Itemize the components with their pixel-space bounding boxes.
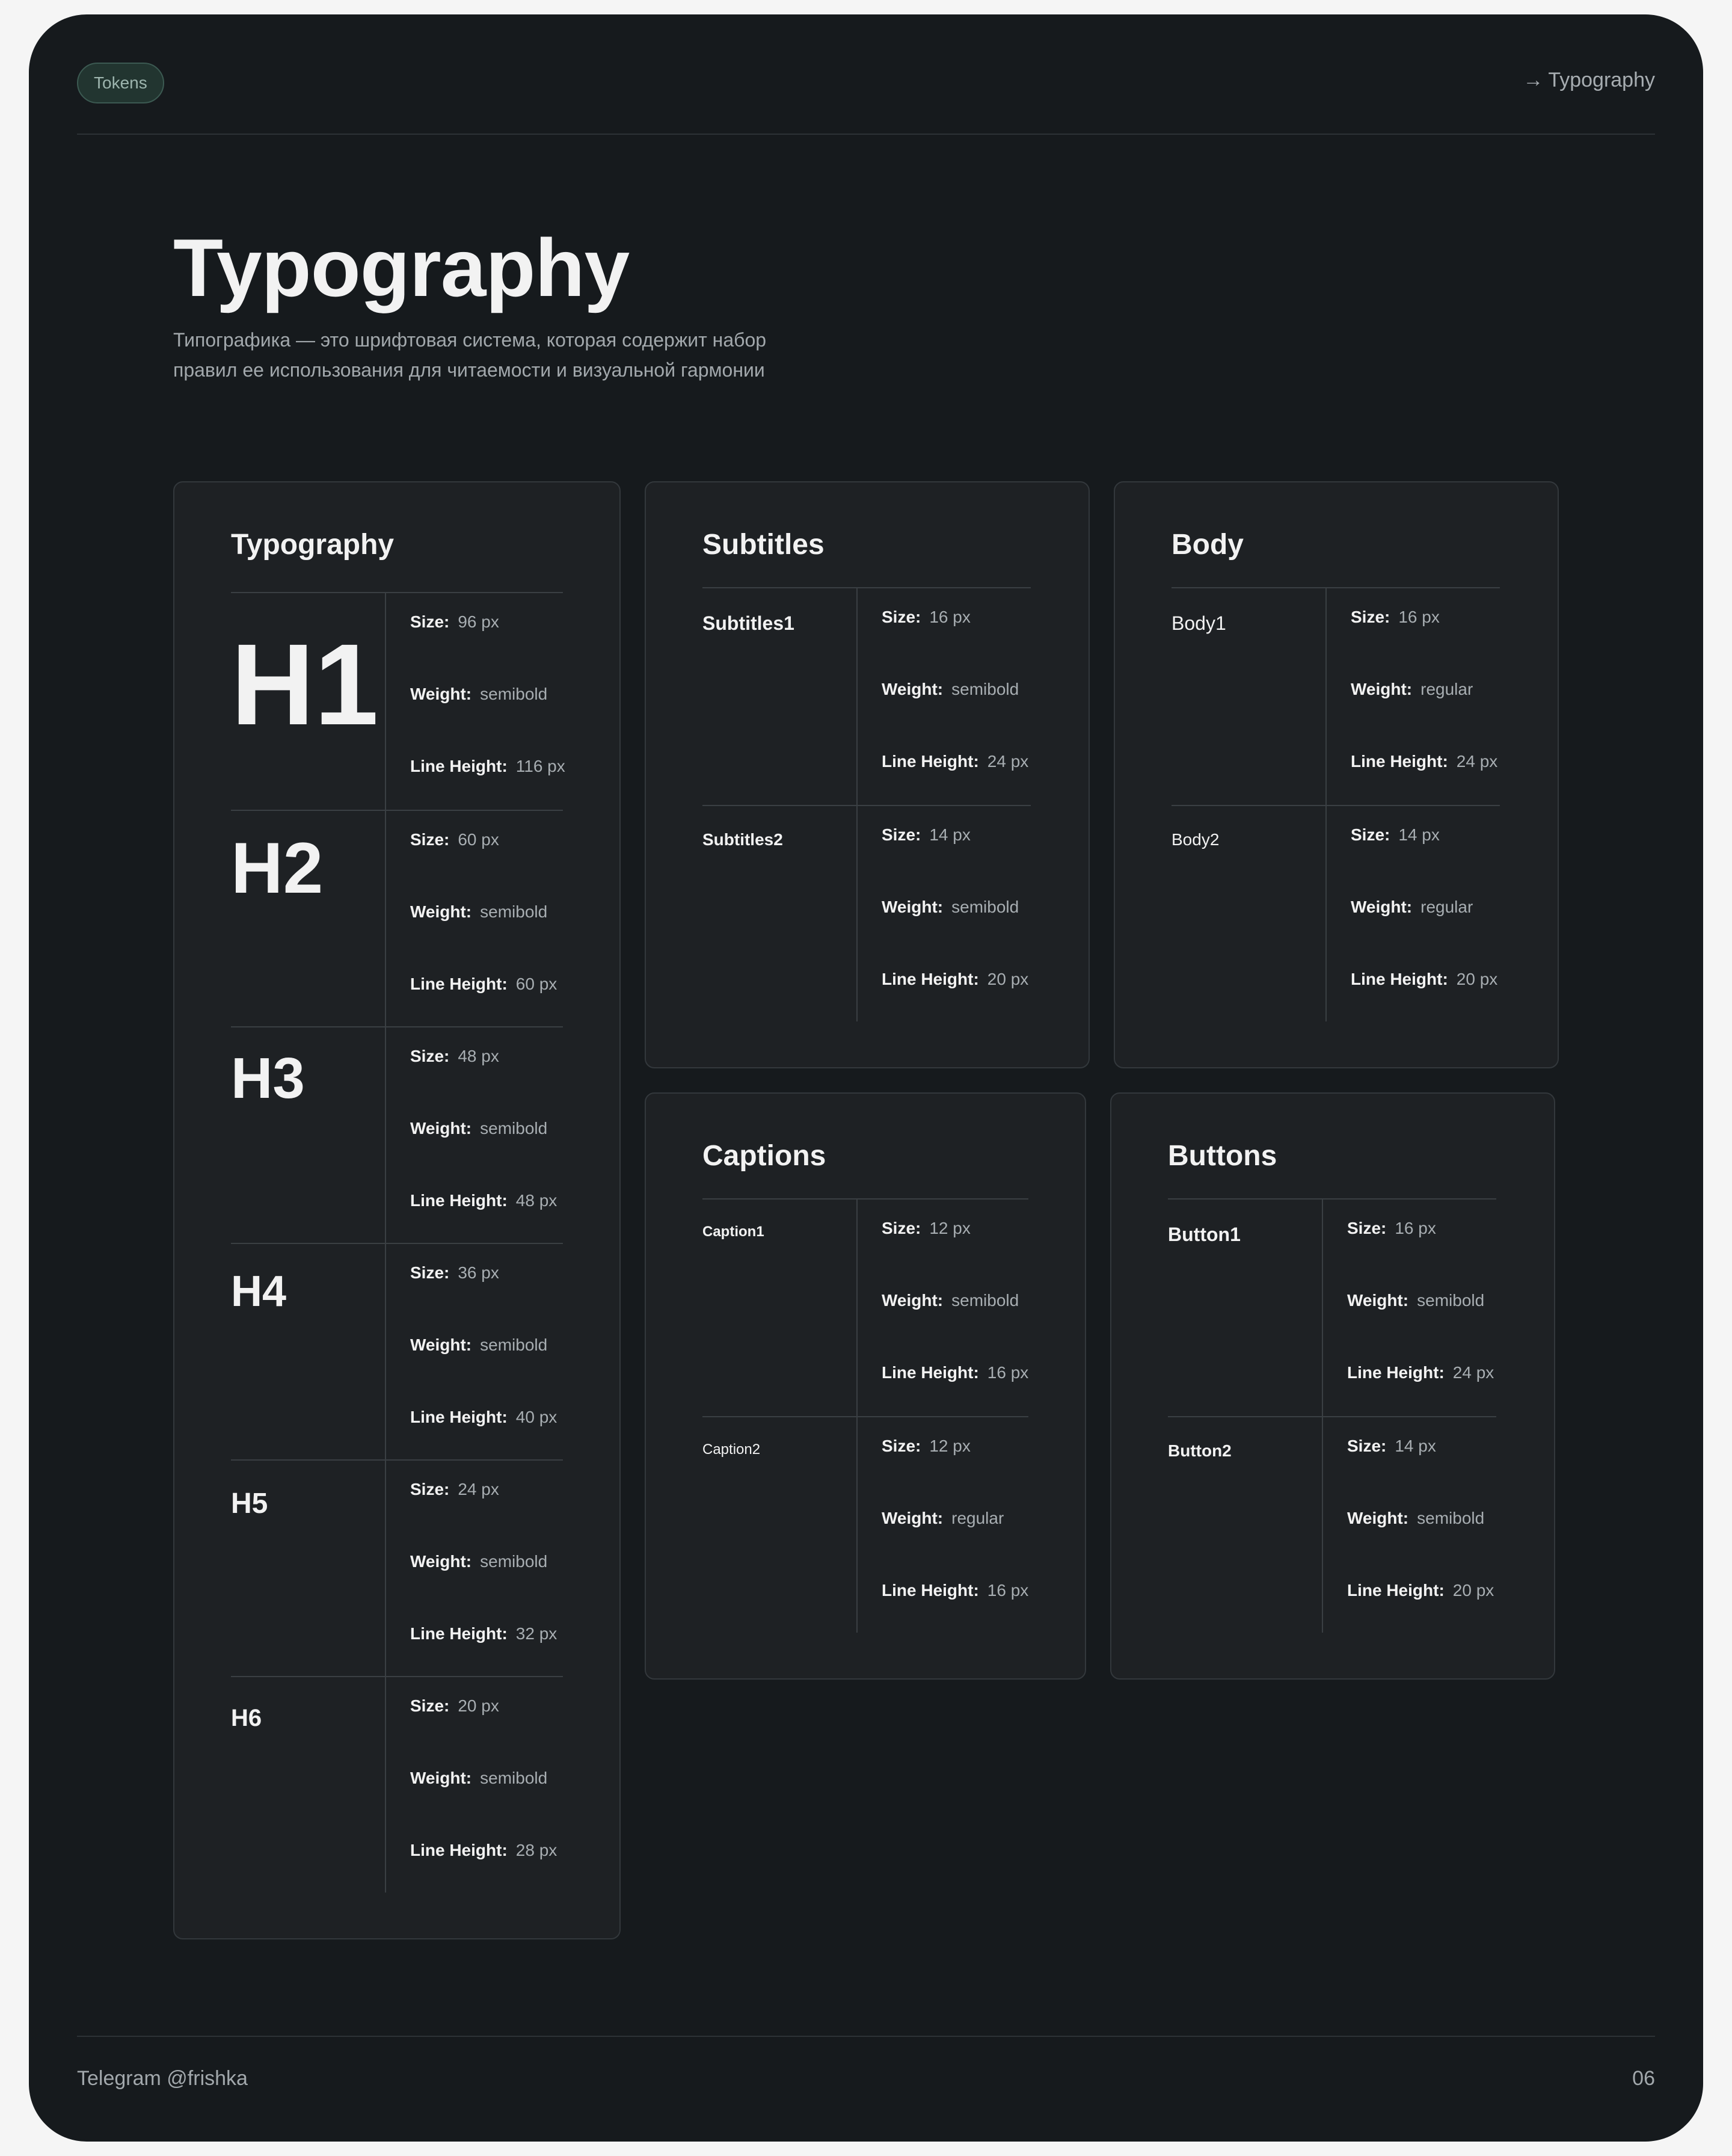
- prop-line-height: [1347, 1581, 1494, 1653]
- prop-value: 12 px: [929, 1437, 971, 1455]
- row-divider: [385, 1244, 386, 1459]
- prop-value: 16 px: [1398, 608, 1440, 626]
- button-row: [1168, 1416, 1496, 1633]
- prop-label: Line Height:: [410, 1408, 508, 1426]
- props: [882, 1219, 1028, 1435]
- prop-value: 20 px: [987, 970, 1029, 988]
- card-title: Typography: [231, 529, 395, 561]
- prop-label: Line Height:: [1351, 752, 1448, 771]
- card-title: Captions: [702, 1140, 826, 1172]
- prop-value: semibold: [480, 685, 548, 703]
- caption-row: [702, 1416, 1028, 1633]
- prop-value: 40 px: [515, 1408, 557, 1426]
- sample-button2: Button2: [1168, 1441, 1232, 1460]
- buttons-rows: [1168, 1200, 1496, 1633]
- prop-value: 16 px: [929, 608, 971, 626]
- prop-value: 60 px: [458, 830, 499, 849]
- props: [410, 1047, 557, 1263]
- props: [1351, 608, 1497, 824]
- prop-line-height: [1351, 970, 1497, 1042]
- prop-value: regular: [1420, 898, 1473, 916]
- prop-value: 24 px: [1452, 1363, 1494, 1382]
- props: [1347, 1219, 1494, 1435]
- sample-body2: Body2: [1172, 830, 1220, 849]
- prop-label: Weight:: [1351, 898, 1413, 916]
- prop-value: 28 px: [515, 1841, 557, 1859]
- prop-weight: [882, 680, 1028, 752]
- prop-weight: [1351, 680, 1497, 752]
- body-rows: [1172, 588, 1500, 1021]
- prop-size: [410, 612, 565, 685]
- row-divider: [385, 811, 386, 1026]
- prop-label: Weight:: [410, 1769, 472, 1787]
- prop-weight: [1347, 1291, 1494, 1363]
- prop-label: Size:: [410, 1696, 450, 1715]
- subtitle-row: [702, 588, 1031, 805]
- prop-label: Size:: [882, 1219, 921, 1237]
- prop-value: 24 px: [458, 1480, 499, 1498]
- prop-label: Weight:: [410, 1119, 472, 1138]
- prop-label: Line Height:: [1351, 970, 1448, 988]
- prop-line-height: [882, 970, 1028, 1042]
- prop-value: 24 px: [987, 752, 1029, 771]
- prop-size: [410, 1047, 557, 1119]
- prop-label: Size:: [1351, 608, 1390, 626]
- prop-line-height: [410, 1841, 557, 1913]
- sample-h3: H3: [231, 1046, 305, 1110]
- sample-subtitles2: Subtitles2: [702, 830, 783, 849]
- prop-value: 48 px: [515, 1191, 557, 1210]
- breadcrumb-label: Typography: [1548, 69, 1655, 91]
- sample-button1: Button1: [1168, 1224, 1241, 1245]
- prop-label: Line Height:: [410, 1841, 508, 1859]
- prop-value: 48 px: [458, 1047, 499, 1065]
- sample-h6: H6: [231, 1705, 262, 1731]
- prop-size: [1351, 825, 1497, 898]
- arrow-right-icon: →: [1523, 69, 1544, 91]
- tokens-tag[interactable]: [77, 63, 164, 103]
- sample-body1: Body1: [1172, 612, 1226, 634]
- description-line: правил ее использования для читаемости и визуальной гармонии: [173, 359, 765, 381]
- prop-value: 14 px: [1398, 825, 1440, 844]
- prop-label: Size:: [1351, 825, 1390, 844]
- row-divider: [1322, 1200, 1323, 1416]
- prop-size: [1347, 1219, 1494, 1291]
- captions-card: [645, 1092, 1086, 1680]
- prop-label: Size:: [882, 825, 921, 844]
- props: [410, 1263, 557, 1480]
- props: [882, 608, 1028, 824]
- prop-value: 16 px: [987, 1581, 1029, 1600]
- prop-label: Line Height:: [882, 970, 979, 988]
- prop-size: [882, 825, 1028, 898]
- sample-caption1: Caption1: [702, 1224, 764, 1240]
- row-divider: [1322, 1417, 1323, 1633]
- props: [1347, 1437, 1494, 1653]
- prop-label: Size:: [1347, 1437, 1387, 1455]
- prop-label: Line Height:: [410, 757, 508, 775]
- prop-label: Weight:: [1347, 1509, 1409, 1527]
- prop-value: semibold: [480, 1552, 548, 1571]
- type-row-h3: [231, 1026, 563, 1243]
- description-line: Типографика — это шрифтовая система, которая содержит набор: [173, 329, 767, 351]
- prop-label: Weight:: [882, 680, 944, 698]
- prop-label: Weight:: [410, 1552, 472, 1571]
- card-title: Subtitles: [702, 529, 825, 561]
- props: [410, 1696, 557, 1913]
- row-divider: [856, 588, 858, 805]
- prop-label: Size:: [1347, 1219, 1387, 1237]
- prop-weight: [1351, 898, 1497, 970]
- prop-weight: [410, 685, 565, 757]
- type-row-h4: [231, 1243, 563, 1459]
- prop-label: Line Height:: [410, 1624, 508, 1643]
- body-row: [1172, 588, 1500, 805]
- prop-weight: [410, 1552, 557, 1624]
- prop-weight: [410, 902, 557, 975]
- prop-label: Size:: [410, 1263, 450, 1282]
- typography-rows: [231, 593, 563, 1893]
- row-divider: [385, 1461, 386, 1676]
- row-divider: [856, 806, 858, 1021]
- page-number: 06: [1632, 2067, 1655, 2090]
- prop-label: Line Height:: [410, 1191, 508, 1210]
- prop-value: 20 px: [1452, 1581, 1494, 1600]
- prop-label: Weight:: [882, 898, 944, 916]
- prop-value: semibold: [480, 1119, 548, 1138]
- prop-label: Size:: [410, 612, 450, 631]
- prop-value: 14 px: [1395, 1437, 1436, 1455]
- body-row: [1172, 805, 1500, 1021]
- props: [410, 612, 565, 829]
- prop-size: [410, 1263, 557, 1335]
- row-divider: [1325, 588, 1327, 805]
- prop-label: Size:: [882, 608, 921, 626]
- prop-weight: [410, 1335, 557, 1408]
- prop-weight: [410, 1119, 557, 1191]
- prop-label: Line Height:: [882, 752, 979, 771]
- page-title: Typography: [173, 222, 630, 313]
- prop-value: 14 px: [929, 825, 971, 844]
- breadcrumb[interactable]: [1523, 69, 1655, 92]
- prop-weight: [1347, 1509, 1494, 1581]
- prop-value: 16 px: [987, 1363, 1029, 1382]
- props: [882, 825, 1028, 1042]
- footer-contact[interactable]: Telegram @frishka: [77, 2067, 248, 2090]
- props: [410, 830, 557, 1047]
- prop-value: 36 px: [458, 1263, 499, 1282]
- prop-size: [882, 1219, 1028, 1291]
- prop-value: 116 px: [515, 757, 565, 775]
- prop-size: [882, 1437, 1028, 1509]
- prop-weight: [410, 1769, 557, 1841]
- prop-label: Weight:: [882, 1509, 944, 1527]
- sample-h5: H5: [231, 1488, 268, 1520]
- prop-value: 16 px: [1395, 1219, 1436, 1237]
- prop-label: Line Height:: [1347, 1581, 1445, 1600]
- prop-size: [410, 830, 557, 902]
- card-title: Buttons: [1168, 1140, 1277, 1172]
- prop-value: semibold: [1417, 1509, 1485, 1527]
- type-row-h5: [231, 1459, 563, 1676]
- prop-size: [1347, 1437, 1494, 1509]
- prop-label: Line Height:: [1347, 1363, 1445, 1382]
- buttons-card: [1110, 1092, 1555, 1680]
- prop-value: regular: [951, 1509, 1004, 1527]
- prop-value: 24 px: [1456, 752, 1498, 771]
- page-description: [173, 325, 895, 385]
- prop-label: Weight:: [1347, 1291, 1409, 1310]
- prop-value: semibold: [480, 1769, 548, 1787]
- row-divider: [856, 1200, 858, 1416]
- prop-weight: [882, 1509, 1028, 1581]
- prop-value: 96 px: [458, 612, 499, 631]
- prop-value: 12 px: [929, 1219, 971, 1237]
- body-card: [1114, 481, 1559, 1068]
- prop-value: 32 px: [515, 1624, 557, 1643]
- prop-label: Weight:: [882, 1291, 944, 1310]
- header-divider: [77, 134, 1655, 135]
- button-row: [1168, 1200, 1496, 1416]
- type-row-h1: [231, 593, 563, 810]
- sample-h4: H4: [231, 1267, 287, 1316]
- prop-size: [882, 608, 1028, 680]
- row-divider: [385, 593, 386, 810]
- prop-size: [410, 1696, 557, 1769]
- prop-value: 20 px: [1456, 970, 1498, 988]
- sample-subtitles1: Subtitles1: [702, 612, 794, 634]
- tokens-tag-label: Tokens: [94, 73, 147, 92]
- prop-value: semibold: [951, 1291, 1019, 1310]
- typography-card: [173, 481, 621, 1939]
- prop-value: 20 px: [458, 1696, 499, 1715]
- row-divider: [856, 1417, 858, 1633]
- prop-value: semibold: [480, 1335, 548, 1354]
- prop-label: Weight:: [410, 1335, 472, 1354]
- props: [882, 1437, 1028, 1653]
- prop-label: Size:: [410, 1480, 450, 1498]
- prop-label: Line Height:: [882, 1363, 979, 1382]
- prop-label: Size:: [410, 830, 450, 849]
- prop-weight: [882, 898, 1028, 970]
- type-row-h6: [231, 1676, 563, 1893]
- prop-value: regular: [1420, 680, 1473, 698]
- footer-divider: [77, 2036, 1655, 2037]
- typography-page: [29, 14, 1703, 2142]
- prop-value: semibold: [1417, 1291, 1485, 1310]
- props: [1351, 825, 1497, 1042]
- prop-label: Line Height:: [410, 975, 508, 993]
- subtitle-row: [702, 805, 1031, 1021]
- prop-label: Weight:: [1351, 680, 1413, 698]
- prop-label: Line Height:: [882, 1581, 979, 1600]
- prop-label: Size:: [882, 1437, 921, 1455]
- card-title: Body: [1172, 529, 1244, 561]
- row-divider: [385, 1677, 386, 1893]
- prop-size: [410, 1480, 557, 1552]
- props: [410, 1480, 557, 1696]
- prop-value: 60 px: [515, 975, 557, 993]
- prop-label: Size:: [410, 1047, 450, 1065]
- prop-label: Weight:: [410, 685, 472, 703]
- caption-row: [702, 1200, 1028, 1416]
- sample-h2: H2: [231, 828, 324, 908]
- subtitles-card: [645, 481, 1090, 1068]
- row-divider: [385, 1027, 386, 1243]
- prop-value: semibold: [480, 902, 548, 921]
- sample-caption2: Caption2: [702, 1441, 761, 1458]
- prop-weight: [882, 1291, 1028, 1363]
- row-divider: [1325, 806, 1327, 1021]
- prop-value: semibold: [951, 680, 1019, 698]
- prop-line-height: [882, 1581, 1028, 1653]
- subtitles-rows: [702, 588, 1031, 1021]
- sample-h1: H1: [231, 620, 379, 749]
- prop-size: [1351, 608, 1497, 680]
- prop-label: Weight:: [410, 902, 472, 921]
- captions-rows: [702, 1200, 1028, 1633]
- prop-value: semibold: [951, 898, 1019, 916]
- type-row-h2: [231, 810, 563, 1026]
